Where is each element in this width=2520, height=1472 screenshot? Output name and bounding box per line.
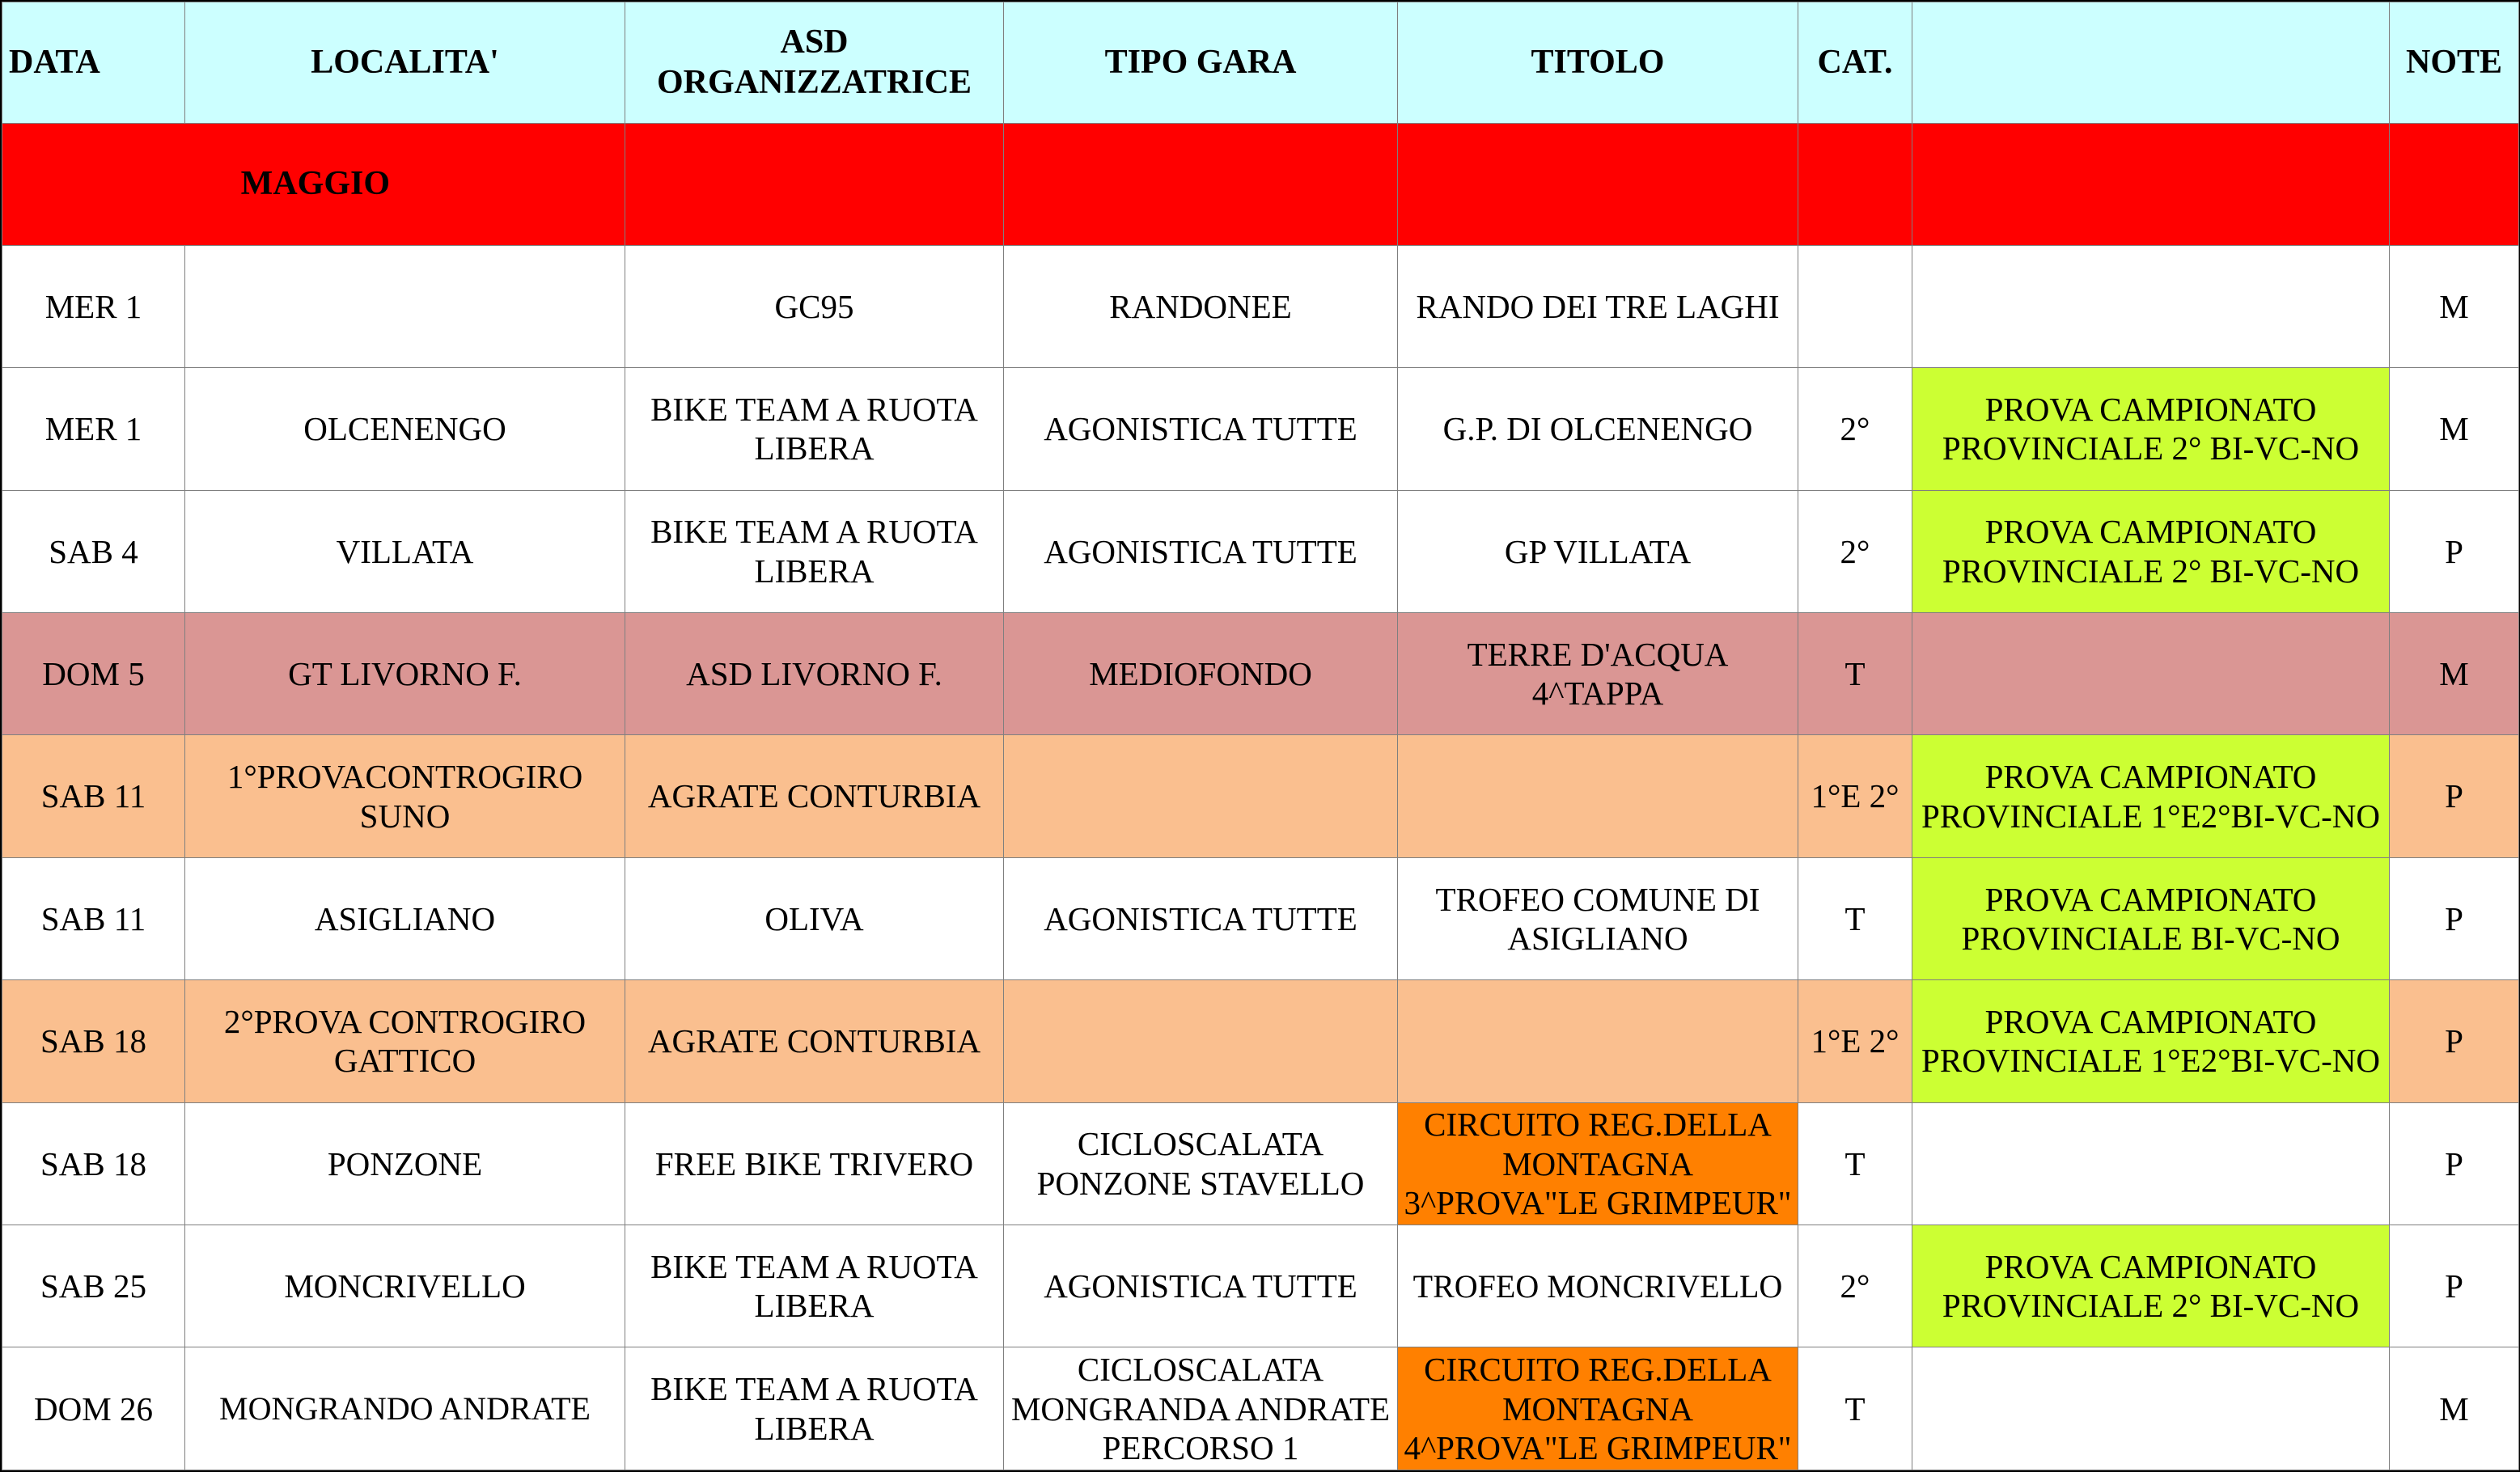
header-asd: ASD ORGANIZZATRICE (625, 2, 1004, 124)
cell-asd: AGRATE CONTURBIA (625, 980, 1004, 1102)
cell-cat: 2° (1798, 490, 1912, 612)
cell-cat: T (1798, 857, 1912, 979)
month-row (2, 124, 2519, 245)
cell-campionato: PROVA CAMPIONATO PROVINCIALE 2° BI-VC-NO (1912, 1225, 2390, 1347)
cell-asd: BIKE TEAM A RUOTA LIBERA (625, 490, 1004, 612)
cell-note: M (2390, 245, 2519, 367)
cell-note: P (2390, 857, 2519, 979)
cell-localita: PONZONE (185, 1102, 625, 1225)
cell-cat: T (1798, 1347, 1912, 1470)
cell-asd: BIKE TEAM A RUOTA LIBERA (625, 1225, 1004, 1347)
cell-cat (1798, 245, 1912, 367)
cell-titolo: TROFEO MONCRIVELLO (1398, 1225, 1798, 1347)
header-localita: LOCALITA' (185, 2, 625, 124)
cell-titolo (1398, 980, 1798, 1102)
cell-campionato (1912, 1102, 2390, 1225)
cell-titolo (1398, 735, 1798, 857)
cell-note: P (2390, 980, 2519, 1102)
cell-localita (185, 245, 625, 367)
cell-tipo: CICLOSCALATA PONZONE STAVELLO (1004, 1102, 1398, 1225)
cell-tipo (1004, 735, 1398, 857)
table-row (2, 613, 2519, 735)
table-row (2, 1225, 2519, 1347)
month-cell (1798, 124, 1912, 245)
header-data: DATA (2, 2, 185, 124)
cell-date: SAB 11 (2, 857, 185, 979)
cell-cat: T (1798, 1102, 1912, 1225)
cell-titolo: CIRCUITO REG.DELLA MONTAGNA 3^PROVA"LE GRIMPEUR" (1398, 1102, 1798, 1225)
cell-campionato (1912, 613, 2390, 735)
header-cat: CAT. (1798, 2, 1912, 124)
cell-date: SAB 18 (2, 980, 185, 1102)
month-cell (1398, 124, 1798, 245)
cell-localita: 2°PROVA CONTROGIRO GATTICO (185, 980, 625, 1102)
table-row (2, 1347, 2519, 1470)
cell-campionato (1912, 245, 2390, 367)
cell-localita: OLCENENGO (185, 368, 625, 490)
cell-tipo: MEDIOFONDO (1004, 613, 1398, 735)
cell-campionato: PROVA CAMPIONATO PROVINCIALE BI-VC-NO (1912, 857, 2390, 979)
cell-localita: 1°PROVACONTROGIRO SUNO (185, 735, 625, 857)
cell-tipo: AGONISTICA TUTTE (1004, 1225, 1398, 1347)
cell-cat: T (1798, 613, 1912, 735)
table-row (2, 368, 2519, 490)
cell-asd: FREE BIKE TRIVERO (625, 1102, 1004, 1225)
header-tipo: TIPO GARA (1004, 2, 1398, 124)
cell-asd: BIKE TEAM A RUOTA LIBERA (625, 368, 1004, 490)
month-cell (625, 124, 1004, 245)
cell-date: SAB 25 (2, 1225, 185, 1347)
cell-date: MER 1 (2, 368, 185, 490)
header-row (2, 2, 2519, 124)
cell-note: P (2390, 735, 2519, 857)
cell-localita: GT LIVORNO F. (185, 613, 625, 735)
race-calendar-table (2, 2, 2519, 1470)
cell-tipo: CICLOSCALATA MONGRANDA ANDRATE PERCORSO 1 (1004, 1347, 1398, 1470)
table-row (2, 245, 2519, 367)
cell-localita: MONCRIVELLO (185, 1225, 625, 1347)
cell-note: P (2390, 490, 2519, 612)
cell-titolo: GP VILLATA (1398, 490, 1798, 612)
header-campionato (1912, 2, 2390, 124)
cell-titolo: G.P. DI OLCENENGO (1398, 368, 1798, 490)
table-row (2, 857, 2519, 979)
cell-date: DOM 26 (2, 1347, 185, 1470)
cell-localita: MONGRANDO ANDRATE (185, 1347, 625, 1470)
cell-titolo: CIRCUITO REG.DELLA MONTAGNA 4^PROVA"LE GRIMPEUR" (1398, 1347, 1798, 1470)
table-row (2, 980, 2519, 1102)
header-note: NOTE (2390, 2, 2519, 124)
cell-asd: AGRATE CONTURBIA (625, 735, 1004, 857)
cell-campionato: PROVA CAMPIONATO PROVINCIALE 2° BI-VC-NO (1912, 368, 2390, 490)
cell-campionato: PROVA CAMPIONATO PROVINCIALE 1°E2°BI-VC-NO (1912, 735, 2390, 857)
table-row (2, 490, 2519, 612)
month-cell (2390, 124, 2519, 245)
cell-note: M (2390, 368, 2519, 490)
cell-campionato: PROVA CAMPIONATO PROVINCIALE 1°E2°BI-VC-NO (1912, 980, 2390, 1102)
cell-localita: VILLATA (185, 490, 625, 612)
cell-titolo: RANDO DEI TRE LAGHI (1398, 245, 1798, 367)
cell-note: M (2390, 613, 2519, 735)
month-cell (1004, 124, 1398, 245)
cell-date: DOM 5 (2, 613, 185, 735)
cell-campionato (1912, 1347, 2390, 1470)
cell-cat: 1°E 2° (1798, 735, 1912, 857)
cell-titolo: TROFEO COMUNE DI ASIGLIANO (1398, 857, 1798, 979)
cell-tipo: AGONISTICA TUTTE (1004, 368, 1398, 490)
cell-asd: ASD LIVORNO F. (625, 613, 1004, 735)
cell-date: MER 1 (2, 245, 185, 367)
cell-date: SAB 4 (2, 490, 185, 612)
table-row (2, 735, 2519, 857)
cell-date: SAB 18 (2, 1102, 185, 1225)
cell-cat: 2° (1798, 1225, 1912, 1347)
cell-campionato: PROVA CAMPIONATO PROVINCIALE 2° BI-VC-NO (1912, 490, 2390, 612)
cell-cat: 1°E 2° (1798, 980, 1912, 1102)
cell-note: M (2390, 1347, 2519, 1470)
month-label: MAGGIO (2, 124, 625, 245)
cell-tipo: AGONISTICA TUTTE (1004, 490, 1398, 612)
month-cell (1912, 124, 2390, 245)
table-row (2, 1102, 2519, 1225)
cell-asd: OLIVA (625, 857, 1004, 979)
cell-date: SAB 11 (2, 735, 185, 857)
header-titolo: TITOLO (1398, 2, 1798, 124)
cell-tipo: RANDONEE (1004, 245, 1398, 367)
cell-note: P (2390, 1225, 2519, 1347)
cell-asd: BIKE TEAM A RUOTA LIBERA (625, 1347, 1004, 1470)
cell-note: P (2390, 1102, 2519, 1225)
cell-cat: 2° (1798, 368, 1912, 490)
cell-titolo: TERRE D'ACQUA 4^TAPPA (1398, 613, 1798, 735)
cell-localita: ASIGLIANO (185, 857, 625, 979)
cell-tipo: AGONISTICA TUTTE (1004, 857, 1398, 979)
cell-asd: GC95 (625, 245, 1004, 367)
cell-tipo (1004, 980, 1398, 1102)
